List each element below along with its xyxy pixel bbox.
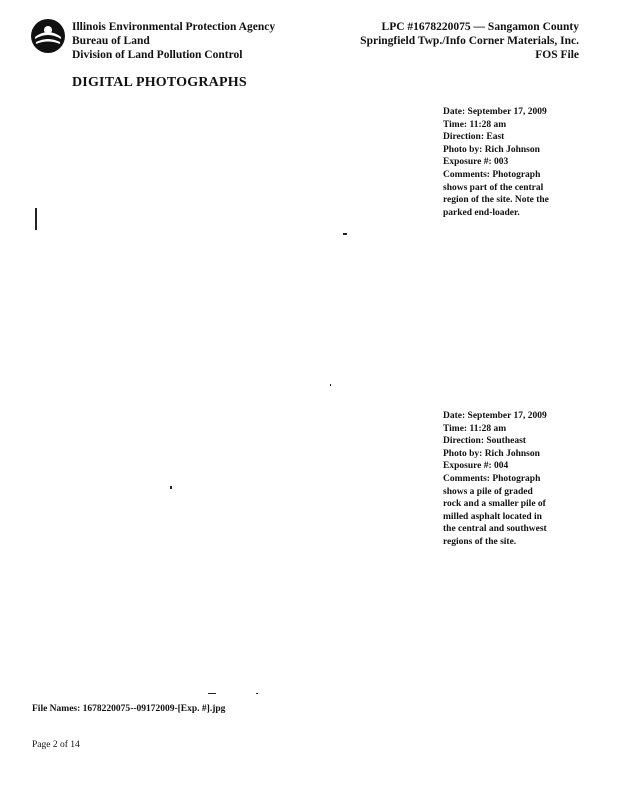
photo-direction: Direction: Southeast xyxy=(443,436,526,447)
scan-artifact xyxy=(343,233,347,235)
page-number: Page 2 of 14 xyxy=(32,740,80,750)
agency-line: Bureau of Land xyxy=(72,35,150,47)
file-names: File Names: 1678220075--09172009-[Exp. #].jpg xyxy=(32,704,226,714)
agency-line: Division of Land Pollution Control xyxy=(72,49,243,61)
photo-comment-line: region of the site. Note the xyxy=(443,195,549,206)
site-line: FOS File xyxy=(535,49,579,61)
photo-exposure: Exposure #: 004 xyxy=(443,461,509,472)
iepa-seal-icon xyxy=(30,18,66,54)
scan-artifact xyxy=(208,693,216,694)
scan-artifact xyxy=(170,486,172,489)
photo-exposure: Exposure #: 003 xyxy=(443,157,509,168)
photo-comment-line: regions of the site. xyxy=(443,536,517,547)
site-header xyxy=(360,20,579,62)
photo-comment-line: Comments: Photograph xyxy=(443,169,541,180)
photo-time: Time: 11:28 am xyxy=(443,423,507,434)
photo-direction: Direction: East xyxy=(443,132,505,143)
photo-comment-line: the central and southwest xyxy=(443,524,547,535)
agency-line: Illinois Environmental Protection Agency xyxy=(72,21,276,33)
photo-time: Time: 11:28 am xyxy=(443,119,507,130)
photo-caption-2 xyxy=(443,410,547,549)
photo-comment-line: milled asphalt located in xyxy=(443,511,542,522)
photo-comment-line: shows a pile of graded xyxy=(443,486,533,497)
photo-comment-line: shows part of the central xyxy=(443,182,544,193)
scan-artifact xyxy=(256,693,258,694)
page-title: DIGITAL PHOTOGRAPHS xyxy=(72,75,247,90)
scan-artifact xyxy=(35,208,37,230)
photo-comment-line: parked end-loader. xyxy=(443,207,520,218)
photo-by: Photo by: Rich Johnson xyxy=(443,144,540,155)
photo-by: Photo by: Rich Johnson xyxy=(443,448,540,459)
iepa-logo xyxy=(30,18,66,54)
photo-comment-line: Comments: Photograph xyxy=(443,473,541,484)
photo-date: Date: September 17, 2009 xyxy=(443,107,547,117)
photo-comment-line: rock and a smaller pile of xyxy=(443,499,546,510)
agency-header xyxy=(72,20,275,62)
photo-date: Date: September 17, 2009 xyxy=(443,411,547,421)
photo-caption-1 xyxy=(443,106,549,219)
site-line: Springfield Twp./Info Corner Materials, Inc. xyxy=(360,35,579,47)
site-line: LPC #1678220075 — Sangamon County xyxy=(381,21,579,33)
scan-artifact xyxy=(330,384,331,386)
